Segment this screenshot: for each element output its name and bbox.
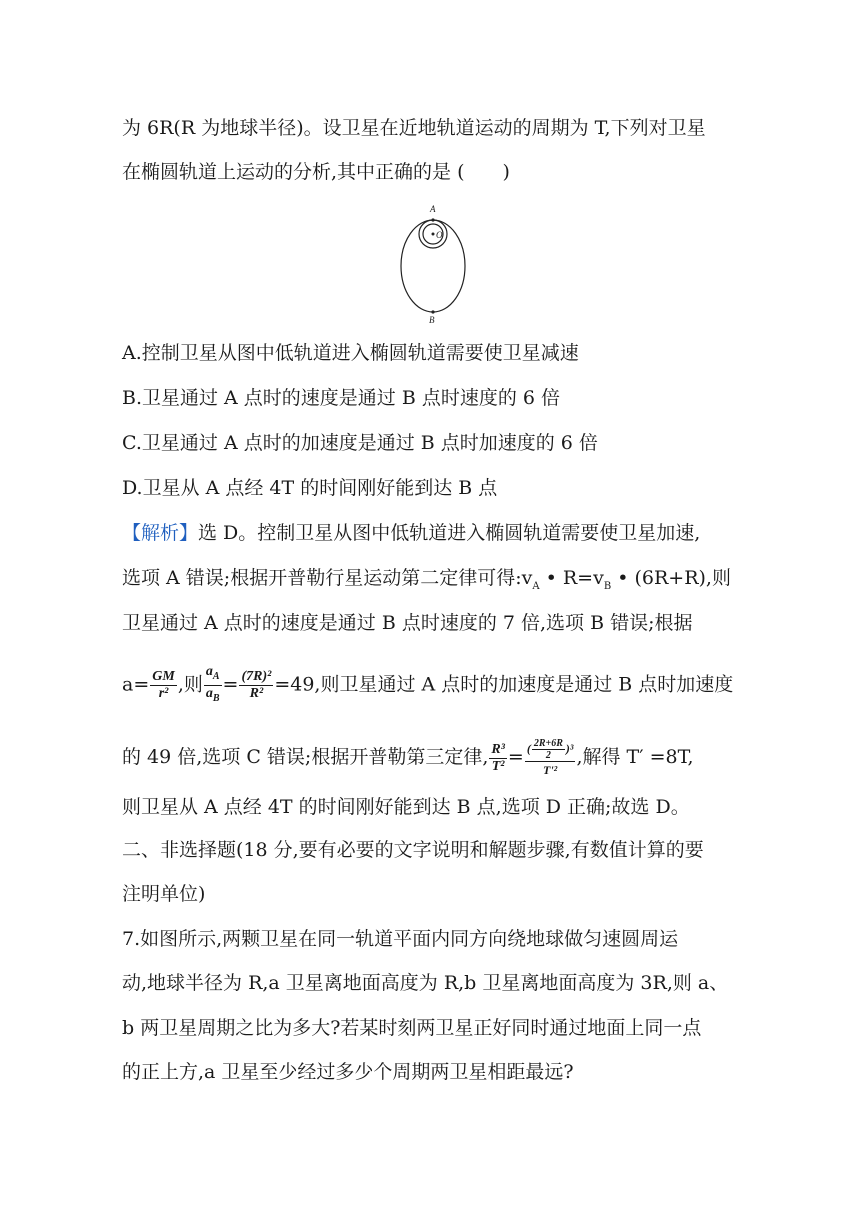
fraction-den: r² (158, 685, 169, 701)
fraction-num: (7R)² (241, 668, 272, 684)
fraction-inner-num: 2R+6R (533, 738, 563, 749)
section2-line-1: 二、非选择题(18 分,要有必要的文字说明和解题步骤,有数值计算的要 (122, 839, 704, 861)
analysis-text-2a: 选项 A 错误;根据开普勒行星运动第二定律可得:v (122, 567, 533, 589)
formula-then: ,则 (177, 673, 203, 696)
analysis-line-2 (122, 566, 731, 599)
q7-line-4: 的正上方,a 卫星至少经过多少个周期两卫星相距最远? (122, 1061, 574, 1083)
fraction-r3-t2 (489, 742, 507, 775)
point-b-dot (431, 310, 434, 313)
option-a: A.控制卫星从图中低轨道进入椭圆轨道需要使卫星减速 (122, 342, 579, 364)
question-line-1: 为 6R(R 为地球半径)。设卫星在近地轨道运动的周期为 T,下列对卫星 (122, 117, 706, 139)
point-o-dot (432, 233, 435, 236)
formula-equals-2: = (507, 746, 524, 768)
point-a-dot (431, 218, 434, 221)
section2-line-2: 注明单位) (122, 883, 206, 905)
subscript-b: B (603, 580, 612, 592)
analysis-line-4 (122, 664, 733, 707)
fraction-inner-den: 2 (545, 750, 551, 761)
q7-line-1: 7.如图所示,两颗卫星在同一轨道平面内同方向绕地球做匀速圆周运 (122, 928, 679, 950)
analysis-text-1: 选 D。控制卫星从图中低轨道进入椭圆轨道需要使卫星加速, (198, 522, 701, 544)
fraction-den: R² (249, 685, 264, 701)
analysis-text-4: =49,则卫星通过 A 点时的加速度是通过 B 点时加速度 (274, 673, 734, 696)
analysis-text-5a: 的 49 倍,选项 C 错误;根据开普勒第三定律, (122, 746, 489, 768)
fraction-inner (532, 738, 565, 761)
analysis-text-2c: • (6R+R),则 (611, 567, 731, 589)
formula-a-eq: a= (122, 673, 150, 696)
fraction-gm-r2 (150, 669, 177, 702)
q7-line-2: 动,地球半径为 R,a 卫星离地面高度为 R,b 卫星离地面高度为 3R,则 a、 (122, 972, 729, 994)
analysis-line-1 (122, 521, 700, 545)
question-line-2: 在椭圆轨道上运动的分析,其中正确的是 ( ) (122, 161, 510, 183)
analysis-line-5 (122, 733, 694, 781)
fraction-den: $a_B$ (205, 685, 220, 704)
fraction-num: R³ (491, 741, 505, 757)
q7-line-3: b 两卫星周期之比为多大?若某时刻两卫星正好同时通过地面上同一点 (122, 1017, 702, 1039)
option-b: B.卫星通过 A 点时的速度是通过 B 点时速度的 6 倍 (122, 387, 561, 409)
label-o: O (436, 230, 443, 240)
option-d: D.卫星从 A 点经 4T 的时间刚好能到达 B 点 (122, 477, 498, 499)
fraction-aa-ab (204, 664, 222, 707)
analysis-text-2b: • R=v (539, 567, 604, 589)
fraction-num: GM (152, 668, 175, 684)
analysis-tag: 【解析】 (122, 522, 199, 544)
fraction-kepler-big (525, 738, 576, 778)
subscript-a: A (532, 580, 540, 592)
analysis-line-3: 卫星通过 A 点时的速度是通过 B 点时速度的 7 倍,选项 B 错误;根据 (122, 612, 693, 634)
analysis-line-6: 则卫星从 A 点经 4T 的时间刚好能到达 B 点,选项 D 正确;故选 D。 (122, 796, 690, 818)
label-b: B (429, 315, 435, 325)
fraction-num: $a_A$ (204, 664, 222, 686)
fraction-7r-r2 (239, 669, 273, 702)
analysis-text-5b: ,解得 T′ =8T, (576, 746, 694, 768)
orbit-diagram (390, 198, 480, 326)
fraction-den: T² (491, 758, 505, 774)
fraction-den: T'² (543, 763, 558, 777)
option-c: C.卫星通过 A 点时的加速度是通过 B 点时加速度的 6 倍 (122, 432, 598, 454)
label-a: A (430, 204, 436, 214)
fraction-num: ( $\frac{2R+6R}{2}$ )³ (526, 738, 574, 761)
formula-equals: = (222, 673, 239, 696)
